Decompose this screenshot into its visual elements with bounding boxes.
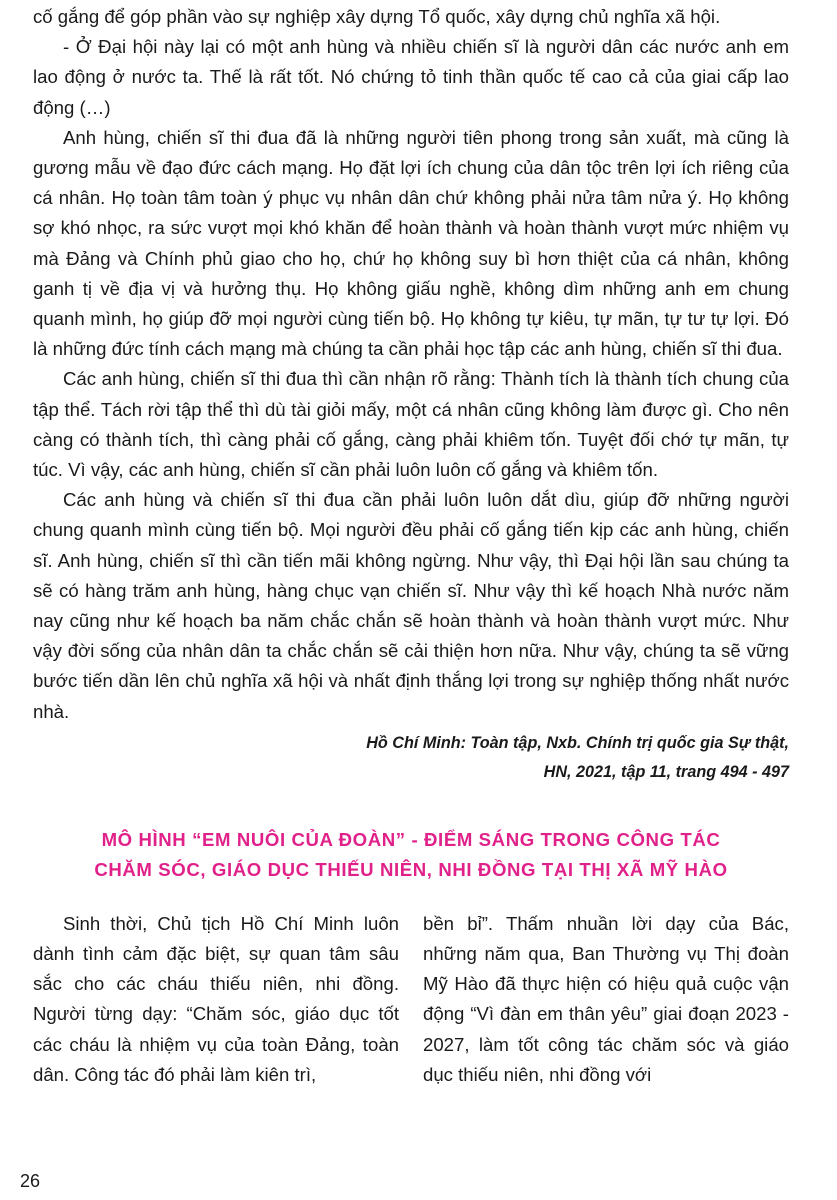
- two-column-text: [33, 909, 789, 1090]
- body-paragraph: Anh hùng, chiến sĩ thi đua đã là những người tiên phong trong sản xuất, mà cũng là gương mẫu về đạo đức cách mạng. Họ đặt lợi ích chung của dân tộc trên lợi ích riêng của cá nhân. Họ toàn tâm toàn ý phục vụ nhân dân chứ không phải nửa tâm nửa ý. Họ không sợ khó nhọc, ra sức vượt mọi khó khăn để hoàn thành và hoàn thành vượt mức nhiệm vụ mà Đảng và Chính phủ giao cho họ, chứ họ không suy bì hơn thiệt của cá nhân, không ganh tị về địa vị và hưởng thụ. Họ không giấu nghề, không dìm những anh em chung quanh mình, họ giúp đỡ mọi người cùng tiến bộ. Họ không tự kiêu, tự mãn, tự tư tự lợi. Đó là những đức tính cách mạng mà chúng ta cần phải học tập các anh hùng, chiến sĩ thi đua.: [33, 126, 789, 360]
- body-paragraph: Các anh hùng và chiến sĩ thi đua cần phải luôn luôn dắt dìu, giúp đỡ những người chung quanh mình cùng tiến bộ. Mọi người đều phải cố gắng tiến kịp các anh hùng, chiến sĩ. Anh hùng, chiến sĩ thì cần tiến mãi không ngừng. Như vậy, thì Đại hội lần sau chúng ta sẽ có hàng trăm anh hùng, hàng chục vạn chiến sĩ. Như vậy thì kế hoạch Nhà nước năm nay cũng như kế hoạch ba năm chắc chắn sẽ hoàn thành và hoàn thành vượt mức. Như vậy đời sống của nhân dân ta chắc chắn sẽ cải thiện hơn nữa. Như vậy, chúng ta sẽ vững bước tiến dần lên chủ nghĩa xã hội và nhất định thắng lợi trong sự nghiệp thống nhất nước nhà.: [33, 489, 789, 722]
- body-paragraph: Các anh hùng, chiến sĩ thi đua thì cần nhận rõ rằng: Thành tích là thành tích chung của tập thể. Tách rời tập thể thì dù tài giỏi mấy, một cá nhân cũng không làm được gì. Cho nên càng có thành tích, thì càng phải cố gắng, càng phải khiêm tốn. Tuyệt đối chớ tự mãn, tự túc. Vì vậy, các anh hùng, chiến sĩ cần phải luôn luôn cố gắng và khiêm tốn.: [33, 368, 789, 481]
- body-paragraph: cố gắng để góp phần vào sự nghiệp xây dựng Tổ quốc, xây dựng chủ nghĩa xã hội.: [33, 6, 721, 27]
- body-paragraph: - Ở Đại hội này lại có một anh hùng và nhiều chiến sĩ là người dân các nước anh em lao động ở nước ta. Thế là rất tốt. Nó chứng tỏ tinh thần quốc tế cao cả của giai cấp lao động (…): [33, 36, 789, 118]
- left-column-text: Sinh thời, Chủ tịch Hồ Chí Minh luôn dành tình cảm đặc biệt, sự quan tâm sâu sắc cho các cháu thiếu niên, nhi đồng. Người từng dạy: “Chăm sóc, giáo dục tốt các cháu là nhiệm vụ của toàn Đảng, toàn dân. Công tác đó phải làm kiên trì,: [33, 912, 399, 1085]
- section-heading-line: MÔ HÌNH “EM NUÔI CỦA ĐOÀN” - ĐIỂM SÁNG TRONG CÔNG TÁC: [101, 828, 721, 850]
- page-number: 26: [20, 1171, 41, 1191]
- page-content: [33, 2, 789, 1090]
- citation-line: Hồ Chí Minh: Toàn tập, Nxb. Chính trị quốc gia Sự thật,: [366, 733, 789, 752]
- section-heading-line: CHĂM SÓC, GIÁO DỤC THIẾU NIÊN, NHI ĐỒNG TẠI THỊ XÃ MỸ HÀO: [94, 858, 728, 880]
- citation: [33, 729, 789, 787]
- citation-line: HN, 2021, tập 11, trang 494 - 497: [543, 762, 789, 781]
- section-heading: [33, 825, 789, 885]
- right-column-text: bền bỉ”. Thấm nhuần lời dạy của Bác, những năm qua, Ban Thường vụ Thị đoàn Mỹ Hào đã thực hiện có hiệu quả cuộc vận động “Vì đàn em thân yêu” giai đoạn 2023 - 2027, làm tốt công tác chăm sóc và giáo dục thiếu niên, nhi đồng với: [423, 912, 789, 1085]
